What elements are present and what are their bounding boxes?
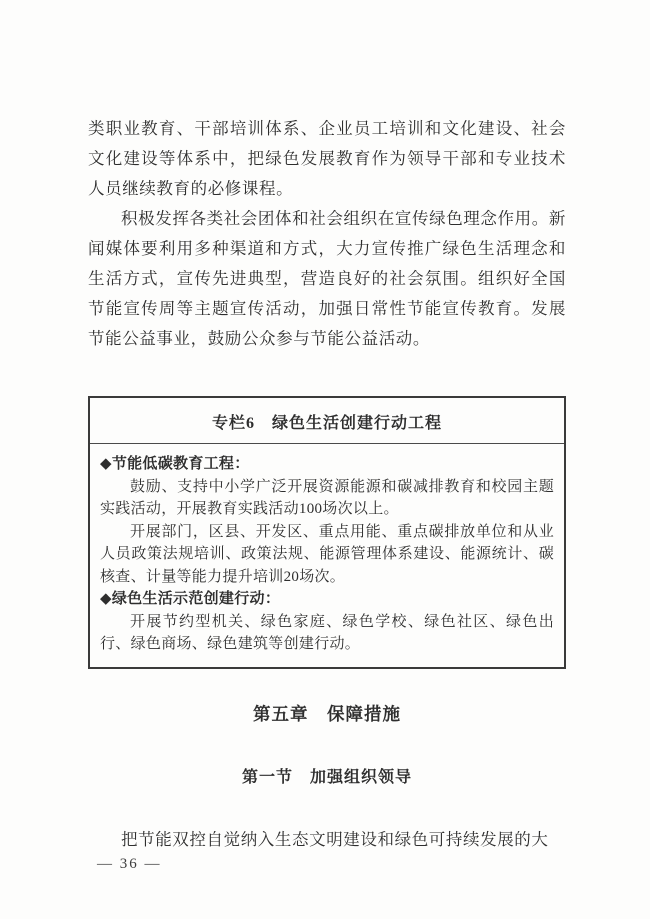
box-section-heading: ◆绿色生活示范创建行动： (100, 591, 281, 607)
callout-box (88, 396, 566, 669)
chapter-heading: 第五章 保障措施 (253, 703, 401, 724)
box-paragraph: 鼓励、支持中小学广泛开展资源能源和碳减排教育和校园主题实践活动，开展教育实践活动100场次以上。 (100, 478, 554, 517)
box-paragraph: 开展部门，区县、开发区、重点用能、重点碳排放单位和从业人员政策法规培训、政策法规、能源管理体系建设、能源统计、碳核查、计量等能力提升培训20场次。 (100, 523, 554, 585)
body-paragraph-continuation: 类职业教育、干部培训体系、企业员工培训和文化建设、社会文化建设等体系中，把绿色发展教育作为领导干部和专业技术人员继续教育的必修课程。 (88, 119, 566, 198)
box-section-heading: ◆节能低碳教育工程： (100, 456, 250, 472)
callout-box-title: 专栏6 绿色生活创建行动工程 (90, 398, 564, 444)
page-number: — 36 — (97, 856, 162, 872)
callout-box-body (90, 444, 564, 667)
section-heading: 第一节 加强组织领导 (241, 768, 412, 786)
page-content (88, 114, 566, 855)
body-paragraph: 把节能双控自觉纳入生态文明建设和绿色可持续发展的大 (121, 829, 549, 849)
box-paragraph: 开展节约型机关、绿色家庭、绿色学校、绿色社区、绿色出行、绿色商场、绿色建筑等创建行动。 (100, 613, 554, 652)
body-paragraph: 积极发挥各类社会团体和社会组织在宣传绿色理念作用。新闻媒体要利用多种渠道和方式，大力宣传推广绿色生活理念和生活方式，宣传先进典型，营造良好的社会氛围。组织好全国节能宣传周等主题宣传活动，加强日常性节能宣传教育。发展节能公益事业，鼓励公众参与节能公益活动。 (88, 209, 566, 348)
